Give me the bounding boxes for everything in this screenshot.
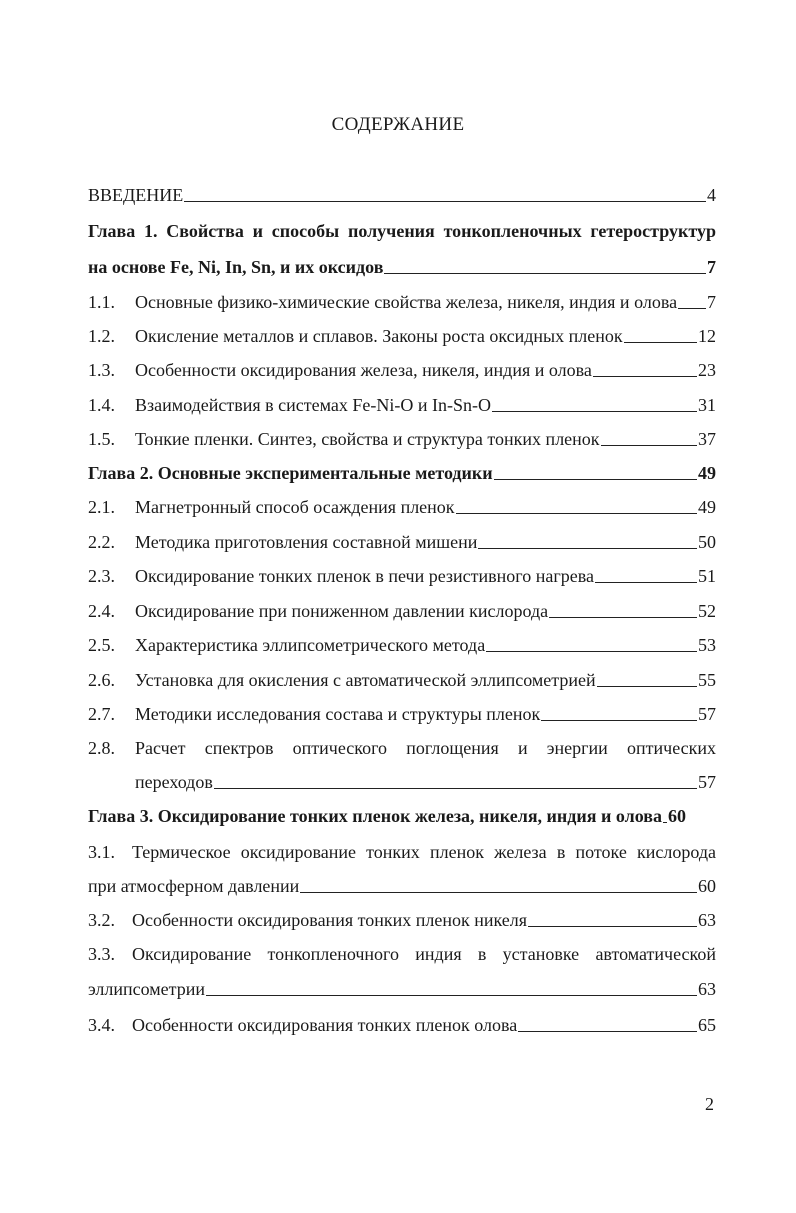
page-title: СОДЕРЖАНИЕ	[331, 114, 465, 135]
toc-chapter-1-line1[interactable]	[88, 216, 716, 242]
toc-entry-2-4[interactable]	[88, 596, 716, 622]
toc-label: при атмосферном давлении	[88, 876, 300, 896]
toc-number: 3.4.	[88, 1015, 115, 1035]
toc-chapter-2[interactable]	[88, 458, 716, 484]
toc-page: 4	[707, 185, 716, 205]
toc-leader	[541, 720, 697, 721]
toc-entry-1-4[interactable]	[88, 390, 716, 416]
toc-entry-1-1[interactable]	[88, 287, 716, 313]
toc-leader	[518, 1031, 697, 1032]
toc-page: 37	[698, 429, 716, 449]
toc-page: 63	[698, 979, 716, 999]
toc-leader	[206, 995, 697, 996]
toc-leader	[492, 411, 697, 412]
toc-entry-1-3[interactable]	[88, 355, 716, 381]
toc-number: 3.2.	[88, 910, 115, 930]
toc-label: Оксидирование при пониженном давлении кислорода	[135, 601, 549, 621]
toc-number: 1.1.	[88, 292, 115, 312]
toc-entry-2-1[interactable]	[88, 492, 716, 518]
toc-entry-3-1-line1[interactable]	[88, 837, 716, 863]
toc-number: 1.4.	[88, 395, 115, 415]
toc-entry-intro[interactable]	[88, 180, 716, 206]
toc-label: Глава 2. Основные экспериментальные методики	[88, 463, 493, 483]
toc-entry-2-2[interactable]	[88, 527, 716, 553]
toc-label: Термическое оксидирование тонких пленок железа в потоке кислорода	[132, 842, 716, 862]
toc-leader	[184, 201, 706, 202]
toc-leader	[300, 892, 697, 893]
toc-entry-3-4[interactable]	[88, 1010, 716, 1036]
toc-label: Глава 1. Свойства и способы получения тонкопленочных гетероструктур	[88, 221, 716, 241]
toc-leader	[549, 617, 697, 618]
toc-label: Оксидирование тонких пленок в печи резистивного нагрева	[135, 566, 594, 586]
toc-page: 23	[698, 360, 716, 380]
toc-chapter-3[interactable]	[88, 801, 716, 827]
toc-label: Глава 3. Оксидирование тонких пленок железа, никеля, индия и олова	[88, 806, 663, 826]
toc-label: Магнетронный способ осаждения пленок	[135, 497, 455, 517]
toc-number: 2.2.	[88, 532, 115, 552]
toc-entry-2-5[interactable]	[88, 630, 716, 656]
toc-page: 52	[698, 601, 716, 621]
toc-entry-2-8-line2[interactable]	[88, 767, 716, 793]
toc-number: 2.6.	[88, 670, 115, 690]
toc-label: Характеристика эллипсометрического метода	[135, 635, 486, 655]
toc-label: Особенности оксидирования тонких пленок олова	[132, 1015, 518, 1035]
toc-entry-2-6[interactable]	[88, 665, 716, 691]
toc-label: Расчет спектров оптического поглощения и энергии оптических	[135, 738, 716, 758]
toc-label: Методика приготовления составной мишени	[135, 532, 478, 552]
toc-entry-3-3-line1[interactable]	[88, 939, 716, 965]
toc-page: 49	[698, 463, 716, 483]
toc-leader	[494, 479, 697, 480]
toc-page: 12	[698, 326, 716, 346]
toc-label: ВВЕДЕНИЕ	[88, 185, 184, 205]
toc-label: Окисление металлов и сплавов. Законы роста оксидных пленок	[135, 326, 623, 346]
toc-number: 2.1.	[88, 497, 115, 517]
toc-leader	[528, 926, 697, 927]
toc-page: 53	[698, 635, 716, 655]
toc-entry-2-3[interactable]	[88, 561, 716, 587]
toc-leader	[624, 342, 697, 343]
toc-leader	[663, 822, 667, 823]
toc-leader	[601, 445, 697, 446]
toc-label: Основные физико-химические свойства железа, никеля, индия и олова	[135, 292, 678, 312]
toc-leader	[595, 582, 697, 583]
toc-page: 51	[698, 566, 716, 586]
toc-page: 55	[698, 670, 716, 690]
toc-number: 1.5.	[88, 429, 115, 449]
toc-leader	[214, 788, 697, 789]
toc-leader	[384, 273, 706, 274]
page-number: 2	[705, 1094, 714, 1114]
toc-page: 7	[707, 257, 716, 277]
toc-number: 3.1.	[88, 842, 115, 862]
toc-leader	[486, 651, 697, 652]
toc-number: 2.7.	[88, 704, 115, 724]
toc-leader	[597, 686, 697, 687]
toc-label: Взаимодействия в системах Fe-Ni-O и In-Sn-O	[135, 395, 491, 415]
toc-label: Тонкие пленки. Синтез, свойства и структура тонких пленок	[135, 429, 600, 449]
toc-label: Установка для окисления с автоматической эллипсометрией	[135, 670, 596, 690]
toc-entry-3-1-line2[interactable]	[88, 871, 716, 897]
toc-entry-3-2[interactable]	[88, 905, 716, 931]
toc-label: Методики исследования состава и структуры пленок	[135, 704, 541, 724]
toc-entry-1-5[interactable]	[88, 424, 716, 450]
toc-page: 65	[698, 1015, 716, 1035]
toc-number: 1.3.	[88, 360, 115, 380]
toc-page: 57	[698, 704, 716, 724]
toc-page: 60	[668, 806, 687, 826]
toc-entry-3-3-line2[interactable]	[88, 974, 716, 1000]
toc-number: 1.2.	[88, 326, 115, 346]
toc-label: на основе Fe, Ni, In, Sn, и их оксидов	[88, 257, 384, 277]
toc-page: 63	[698, 910, 716, 930]
toc-leader	[456, 513, 697, 514]
toc-number: 2.8.	[88, 738, 115, 758]
toc-entry-1-2[interactable]	[88, 321, 716, 347]
toc-label: переходов	[135, 772, 213, 792]
toc-page: 7	[707, 292, 716, 312]
toc-page: 60	[698, 876, 716, 896]
toc-entry-2-7[interactable]	[88, 699, 716, 725]
toc-page: 49	[698, 497, 716, 517]
toc-number: 3.3.	[88, 944, 115, 964]
toc-number: 2.5.	[88, 635, 115, 655]
toc-number: 2.3.	[88, 566, 115, 586]
toc-label: Оксидирование тонкопленочного индия в установке автоматической	[132, 944, 716, 964]
toc-label: Особенности оксидирования тонких пленок никеля	[132, 910, 528, 930]
toc-entry-2-8-line1[interactable]	[88, 733, 716, 759]
toc-leader	[593, 376, 697, 377]
toc-page: 57	[698, 772, 716, 792]
toc-page: 50	[698, 532, 716, 552]
toc-label: Особенности оксидирования железа, никеля, индия и олова	[135, 360, 592, 380]
toc-page: 31	[698, 395, 716, 415]
toc-label: эллипсометрии	[88, 979, 206, 999]
toc-leader	[478, 548, 697, 549]
toc-leader	[678, 308, 706, 309]
toc-chapter-1-line2[interactable]	[88, 252, 716, 278]
toc-number: 2.4.	[88, 601, 115, 621]
